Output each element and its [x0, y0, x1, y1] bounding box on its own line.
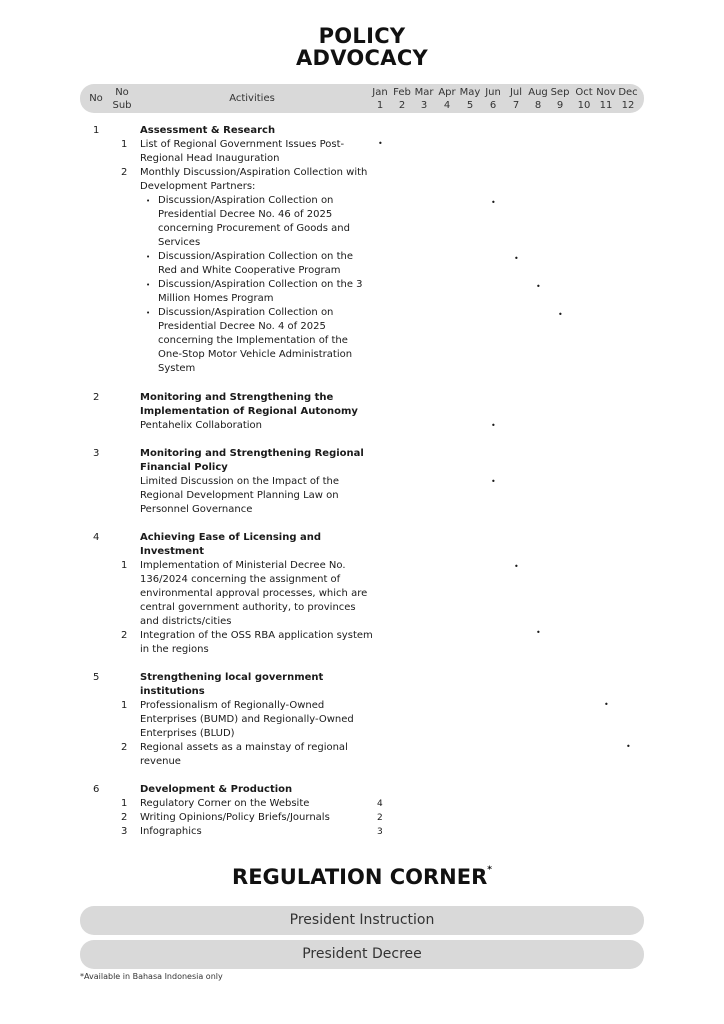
regulation-corner-title: REGULATION CORNER* — [232, 865, 492, 889]
schedule-mark: • — [491, 421, 496, 430]
section-number: 6 — [93, 784, 100, 795]
bullet-text-line: Discussion/Aspiration Collection on — [158, 307, 334, 318]
footnote-asterisk: * — [487, 865, 492, 875]
item-number: 3 — [121, 826, 128, 837]
item-number: 2 — [121, 812, 128, 823]
month-header-may: May — [459, 87, 481, 98]
month-header-dec: Dec — [618, 87, 638, 98]
bullet-text-line: System — [158, 363, 196, 374]
section-title-line: Financial Policy — [140, 462, 228, 473]
month-number-7: 7 — [512, 100, 520, 111]
header-activities: Activities — [229, 93, 275, 104]
item-number: 1 — [121, 560, 128, 571]
president-decree-button[interactable]: President Decree — [80, 940, 644, 969]
item-count: 3 — [377, 827, 383, 837]
section-title-line: Monitoring and Strengthening Regional — [140, 448, 364, 459]
month-number-8: 8 — [534, 100, 542, 111]
item-text-line: environmental approval processes, which are — [140, 588, 368, 599]
bullet-point: • — [146, 253, 151, 261]
month-number-2: 2 — [398, 100, 406, 111]
section-description-line: Personnel Governance — [140, 504, 253, 515]
bullet-text-line: Discussion/Aspiration Collection on — [158, 195, 334, 206]
section-title-line: Monitoring and Strengthening the — [140, 392, 334, 403]
section-title-line: Strengthening local government — [140, 672, 324, 683]
month-header-nov: Nov — [596, 87, 616, 98]
item-text-line: Regulatory Corner on the Website — [140, 798, 310, 809]
schedule-mark: • — [536, 282, 541, 291]
item-number: 2 — [121, 742, 128, 753]
item-number: 1 — [121, 700, 128, 711]
month-header-apr: Apr — [438, 87, 456, 98]
item-text-line: Enterprises (BLUD) — [140, 728, 235, 739]
item-text-line: in the regions — [140, 644, 209, 655]
schedule-mark: • — [604, 700, 609, 709]
bullet-text-line: One-Stop Motor Vehicle Administration — [158, 349, 353, 360]
item-number: 2 — [121, 630, 128, 641]
month-number-1: 1 — [376, 100, 384, 111]
section-title-line: Development & Production — [140, 784, 293, 795]
item-text-line: List of Regional Government Issues Post- — [140, 139, 345, 150]
item-count: 4 — [377, 799, 383, 809]
bullet-text-line: Presidential Decree No. 4 of 2025 — [158, 321, 326, 332]
bullet-text-line: Services — [158, 237, 201, 248]
month-header-aug: Aug — [528, 87, 548, 98]
month-number-4: 4 — [443, 100, 451, 111]
schedule-mark: • — [491, 477, 496, 486]
month-header-sep: Sep — [550, 87, 570, 98]
schedule-mark: • — [536, 628, 541, 637]
item-text-line: Regional Head Inauguration — [140, 153, 280, 164]
header-no-sub-line2: Sub — [112, 100, 132, 111]
item-text-line: and districts/cities — [140, 616, 232, 627]
item-text-line: Regional assets as a mainstay of regional — [140, 742, 348, 753]
item-number: 1 — [121, 798, 128, 809]
bullet-point: • — [146, 281, 151, 289]
item-text-line: central government authority, to provinces — [140, 602, 356, 613]
bullet-text-line: Discussion/Aspiration Collection on the — [158, 251, 353, 262]
section-description-line: Pentahelix Collaboration — [140, 420, 263, 431]
item-text-line: Monthly Discussion/Aspiration Collection with — [140, 167, 368, 178]
item-text-line: Infographics — [140, 826, 202, 837]
section-title-line: Implementation of Regional Autonomy — [140, 406, 358, 417]
bullet-text-line: Red and White Cooperative Program — [158, 265, 341, 276]
month-number-12: 12 — [621, 100, 635, 111]
footnote: *Available in Bahasa Indonesia only — [80, 972, 223, 981]
month-header-jan: Jan — [372, 87, 388, 98]
item-number: 2 — [121, 167, 128, 178]
bullet-text-line: concerning the Implementation of the — [158, 335, 348, 346]
month-number-9: 9 — [556, 100, 564, 111]
section-title-line: Achieving Ease of Licensing and — [140, 532, 321, 543]
section-number: 2 — [93, 392, 100, 403]
section-number: 3 — [93, 448, 100, 459]
bullet-text-line: Million Homes Program — [158, 293, 274, 304]
schedule-mark: • — [514, 562, 519, 571]
item-text-line: Professionalism of Regionally-Owned — [140, 700, 325, 711]
month-header-jun: Jun — [485, 87, 501, 98]
schedule-mark: • — [558, 310, 563, 319]
page-title-line2: ADVOCACY — [295, 46, 429, 70]
bullet-text-line: Discussion/Aspiration Collection on the 3 — [158, 279, 363, 290]
section-title-line: institutions — [140, 686, 205, 697]
month-number-3: 3 — [420, 100, 428, 111]
bullet-text-line: Presidential Decree No. 46 of 2025 — [158, 209, 333, 220]
section-title-line: Investment — [140, 546, 204, 557]
item-text-line: Enterprises (BUMD) and Regionally-Owned — [140, 714, 354, 725]
bullet-point: • — [146, 197, 151, 205]
month-header-jul: Jul — [509, 87, 523, 98]
month-header-oct: Oct — [575, 87, 593, 98]
item-text-line: revenue — [140, 756, 181, 767]
month-header-feb: Feb — [393, 87, 411, 98]
month-number-10: 10 — [577, 100, 591, 111]
section-description-line: Regional Development Planning Law on — [140, 490, 339, 501]
schedule-mark: • — [491, 198, 496, 207]
schedule-mark: • — [626, 742, 631, 751]
bullet-point: • — [146, 309, 151, 317]
month-number-11: 11 — [599, 100, 613, 111]
item-count: 2 — [377, 813, 383, 823]
section-number: 1 — [93, 125, 100, 136]
item-text-line: Development Partners: — [140, 181, 256, 192]
header-no: No — [89, 93, 103, 104]
month-number-6: 6 — [489, 100, 497, 111]
item-number: 1 — [121, 139, 128, 150]
section-number: 4 — [93, 532, 100, 543]
month-number-5: 5 — [466, 100, 474, 111]
page-title-line1: POLICY — [318, 24, 406, 48]
schedule-mark: • — [378, 139, 383, 148]
section-number: 5 — [93, 672, 100, 683]
header-no-sub-line1: No — [115, 87, 129, 98]
item-text-line: 136/2024 concerning the assignment of — [140, 574, 341, 585]
month-header-mar: Mar — [414, 87, 434, 98]
item-text-line: Implementation of Ministerial Decree No. — [140, 560, 346, 571]
item-text-line: Integration of the OSS RBA application system — [140, 630, 373, 641]
section-description-line: Limited Discussion on the Impact of the — [140, 476, 340, 487]
item-text-line: Writing Opinions/Policy Briefs/Journals — [140, 812, 330, 823]
section-title-line: Assessment & Research — [140, 125, 276, 136]
schedule-mark: • — [514, 254, 519, 263]
president-instruction-button[interactable]: President Instruction — [80, 906, 644, 935]
bullet-text-line: concerning Procurement of Goods and — [158, 223, 350, 234]
